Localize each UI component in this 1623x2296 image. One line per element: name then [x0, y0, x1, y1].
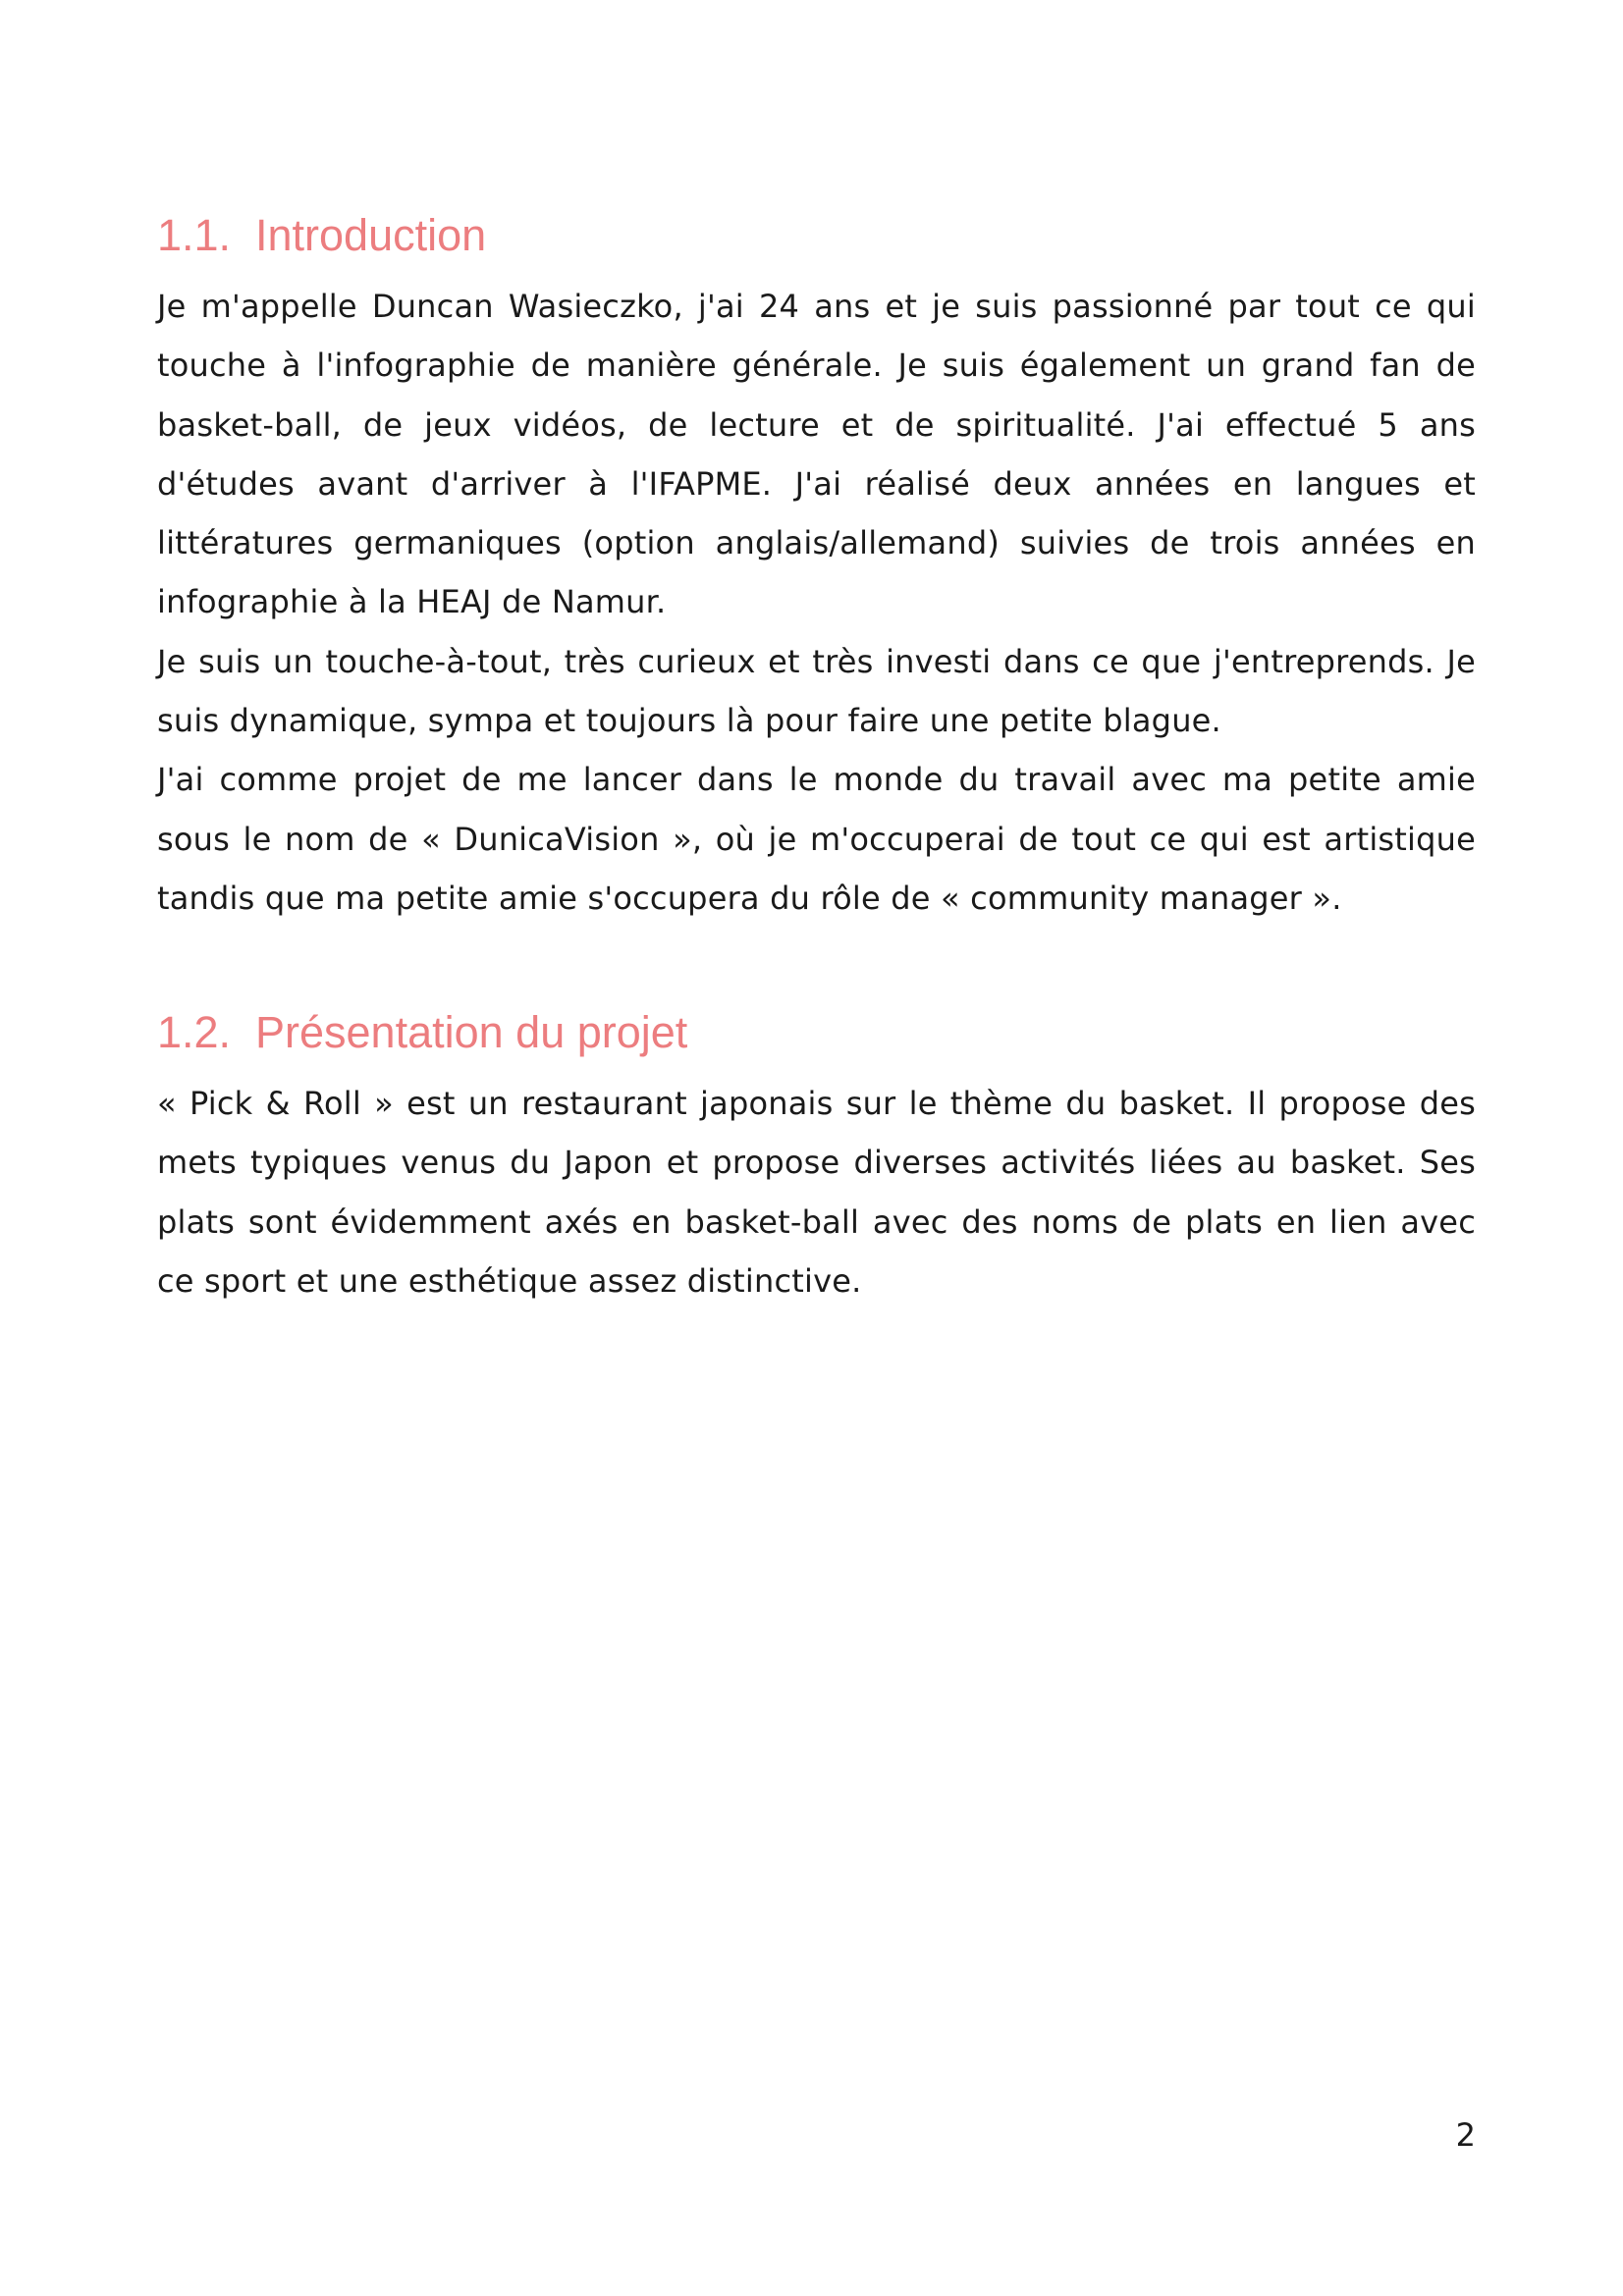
section-number: 1.2. [157, 1007, 232, 1057]
section-number: 1.1. [157, 210, 232, 260]
section-heading [157, 1003, 1476, 1062]
section-title: Introduction [255, 210, 487, 260]
paragraph: Je m'appelle Duncan Wasieczko, j'ai 24 ans et je suis passionné par tout ce qui touche à l'infographie de manière générale. Je suis également un grand fan de basket-ball, de jeux vidéos, de lecture et de spiritualité. J'ai effectué 5 ans d'études avant d'arriver à l'IFAPME. J'ai réalisé deux années en langues et littératures germaniques (option anglais/allemand) suivies de trois années en infographie à la HEAJ de Namur. [157, 288, 1476, 621]
section-body [157, 277, 1476, 928]
section-introduction [157, 206, 1476, 928]
page-number: 2 [1455, 2116, 1476, 2154]
paragraph: J'ai comme projet de me lancer dans le monde du travail avec ma petite amie sous le nom de « DunicaVision », où je m'occuperai de tout ce qui est artistique tandis que ma petite amie s'occupera du rôle de « community manager ». [157, 761, 1476, 917]
section-presentation [157, 1003, 1476, 1310]
section-title: Présentation du projet [255, 1007, 688, 1057]
section-body [157, 1074, 1476, 1310]
paragraph: Je suis un touche-à-tout, très curieux et très investi dans ce que j'entreprends. Je suis dynamique, sympa et toujours là pour faire une petite blague. [157, 642, 1476, 740]
paragraph: « Pick & Roll » est un restaurant japonais sur le thème du basket. Il propose des mets typiques venus du Japon et propose diverses activités liées au basket. Ses plats sont évidemment axés en basket-ball avec des noms de plats en lien avec ce sport et une esthétique assez distinctive. [157, 1085, 1476, 1300]
section-heading [157, 206, 1476, 265]
